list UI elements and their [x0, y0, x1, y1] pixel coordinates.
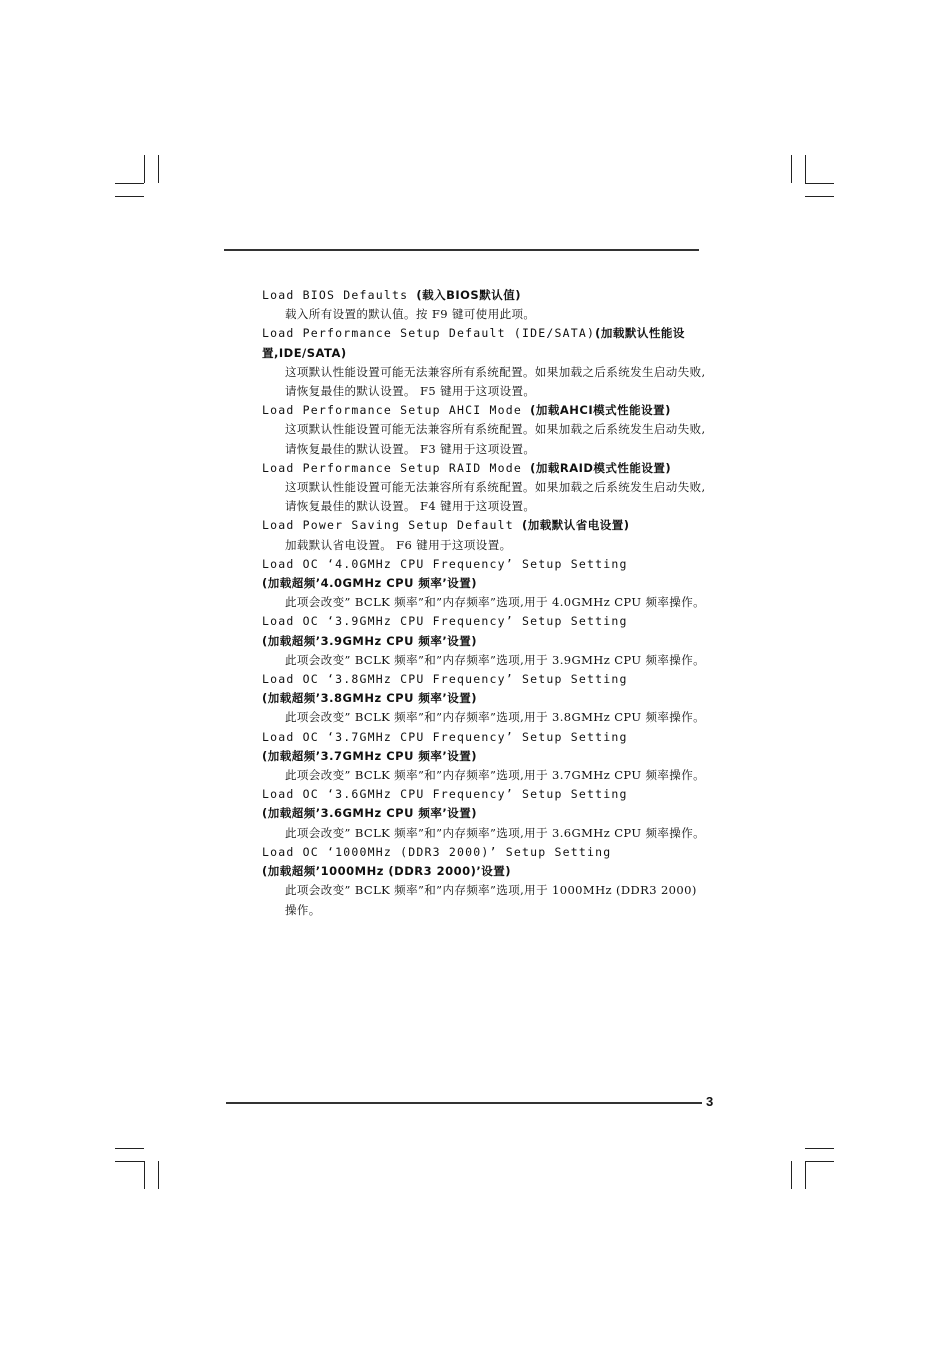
- item-description: 此项会改变” BCLK 频率”和”内存频率”选项,用于 4.0GMHz CPU 频率操作。: [285, 595, 706, 610]
- item-heading: [262, 843, 707, 862]
- item-heading: [262, 516, 707, 535]
- list-item: [262, 785, 707, 843]
- header-rule: [224, 249, 699, 251]
- heading-en: Load Performance Setup RAID Mode: [262, 460, 531, 475]
- item-description: 此项会改变” BCLK 频率”和”内存频率”选项,用于 3.8GMHz CPU 频率操作。: [285, 710, 706, 725]
- list-item: [262, 728, 707, 786]
- crop-mark: [115, 1161, 144, 1162]
- list-item: [262, 401, 707, 459]
- heading-cn: (加载超频’3.8GMHz CPU 频率’设置): [262, 691, 478, 706]
- heading-cn: (加载超频’3.6GMHz CPU 频率’设置): [262, 806, 478, 821]
- item-heading: [262, 728, 707, 747]
- crop-mark: [144, 155, 145, 183]
- crop-mark: [115, 183, 144, 184]
- crop-mark: [805, 1161, 806, 1189]
- heading-en: Load OC ‘3.8GMHz CPU Frequency’ Setup Setting: [262, 672, 628, 687]
- item-heading: [262, 459, 707, 478]
- heading-en: Load Power Saving Setup Default: [262, 518, 522, 533]
- heading-en: Load OC ‘1000MHz (DDR3 2000)’ Setup Setting: [262, 844, 612, 859]
- item-heading-cn: [262, 689, 707, 708]
- crop-mark: [805, 1161, 834, 1162]
- heading-en: Load OC ‘3.6GMHz CPU Frequency’ Setup Setting: [262, 787, 628, 802]
- list-item: [262, 670, 707, 728]
- list-item: [262, 612, 707, 670]
- item-description: 这项默认性能设置可能无法兼容所有系统配置。如果加载之后系统发生启动失败,请恢复最佳的默认设置。 F5 键用于这项设置。: [285, 364, 706, 399]
- list-item: [262, 324, 707, 401]
- heading-cn: (加载默认省电设置): [521, 518, 630, 533]
- crop-mark: [805, 183, 834, 184]
- item-description: 载入所有设置的默认值。按 F9 键可使用此项。: [285, 307, 536, 322]
- list-item: [262, 286, 707, 324]
- crop-mark: [158, 155, 159, 183]
- content-body: [262, 286, 707, 920]
- heading-cn: (加载默认性能设置,IDE/SATA): [262, 326, 685, 360]
- item-heading: [262, 785, 707, 804]
- item-heading: [262, 324, 707, 362]
- item-heading: [262, 670, 707, 689]
- list-item: [262, 555, 707, 613]
- item-heading-cn: [262, 804, 707, 823]
- item-heading: [262, 612, 707, 631]
- crop-mark: [805, 1148, 834, 1149]
- heading-cn: (加载超频’3.7GMHz CPU 频率’设置): [262, 748, 478, 763]
- heading-cn: (加载超频’1000MHz (DDR3 2000)’设置): [262, 864, 511, 879]
- item-description: 这项默认性能设置可能无法兼容所有系统配置。如果加载之后系统发生启动失败,请恢复最佳的默认设置。 F3 键用于这项设置。: [285, 422, 706, 456]
- item-heading: [262, 401, 707, 420]
- item-heading-cn: [262, 574, 707, 593]
- crop-mark: [791, 155, 792, 183]
- item-description: 此项会改变” BCLK 频率”和”内存频率”选项,用于 3.7GMHz CPU 频率操作。: [285, 768, 706, 783]
- item-heading: [262, 555, 707, 574]
- crop-mark: [115, 196, 144, 197]
- page-number: 3: [706, 1094, 714, 1109]
- heading-cn: (加载超频’3.9GMHz CPU 频率’设置): [262, 633, 478, 648]
- heading-en: Load BIOS Defaults: [262, 288, 417, 302]
- list-item: [262, 459, 707, 517]
- list-item: [262, 843, 707, 920]
- item-description: 加载默认省电设置。 F6 键用于这项设置。: [285, 537, 512, 552]
- item-heading: [262, 286, 707, 305]
- heading-cn: (加载AHCI模式性能设置): [530, 403, 671, 418]
- heading-en: Load Performance Setup AHCI Mode: [262, 403, 531, 418]
- item-heading-cn: [262, 862, 707, 881]
- item-heading-cn: [262, 747, 707, 766]
- heading-cn: (载入BIOS默认值): [416, 288, 521, 302]
- crop-mark: [144, 1161, 145, 1189]
- crop-mark: [791, 1161, 792, 1189]
- heading-cn: (加载RAID模式性能设置): [530, 460, 672, 475]
- item-heading-cn: [262, 632, 707, 651]
- item-description: 此项会改变” BCLK 频率”和”内存频率”选项,用于 3.6GMHz CPU 频率操作。: [285, 825, 706, 840]
- crop-mark: [158, 1161, 159, 1189]
- heading-en: Load Performance Setup Default (IDE/SATA): [262, 326, 596, 341]
- item-description: 此项会改变” BCLK 频率”和”内存频率”选项,用于 1000MHz (DDR3 2000) 操作。: [285, 883, 697, 917]
- heading-cn: (加载超频’4.0GMHz CPU 频率’设置): [262, 576, 478, 591]
- crop-mark: [115, 1148, 144, 1149]
- list-item: [262, 516, 707, 554]
- item-description: 此项会改变” BCLK 频率”和”内存频率”选项,用于 3.9GMHz CPU 频率操作。: [285, 652, 706, 667]
- crop-mark: [805, 196, 834, 197]
- heading-en: Load OC ‘4.0GMHz CPU Frequency’ Setup Setting: [262, 556, 628, 571]
- crop-mark: [805, 155, 806, 183]
- heading-en: Load OC ‘3.9GMHz CPU Frequency’ Setup Setting: [262, 614, 628, 629]
- footer-rule: [226, 1102, 702, 1104]
- item-description: 这项默认性能设置可能无法兼容所有系统配置。如果加载之后系统发生启动失败,请恢复最佳的默认设置。 F4 键用于这项设置。: [285, 480, 706, 514]
- heading-en: Load OC ‘3.7GMHz CPU Frequency’ Setup Setting: [262, 729, 628, 744]
